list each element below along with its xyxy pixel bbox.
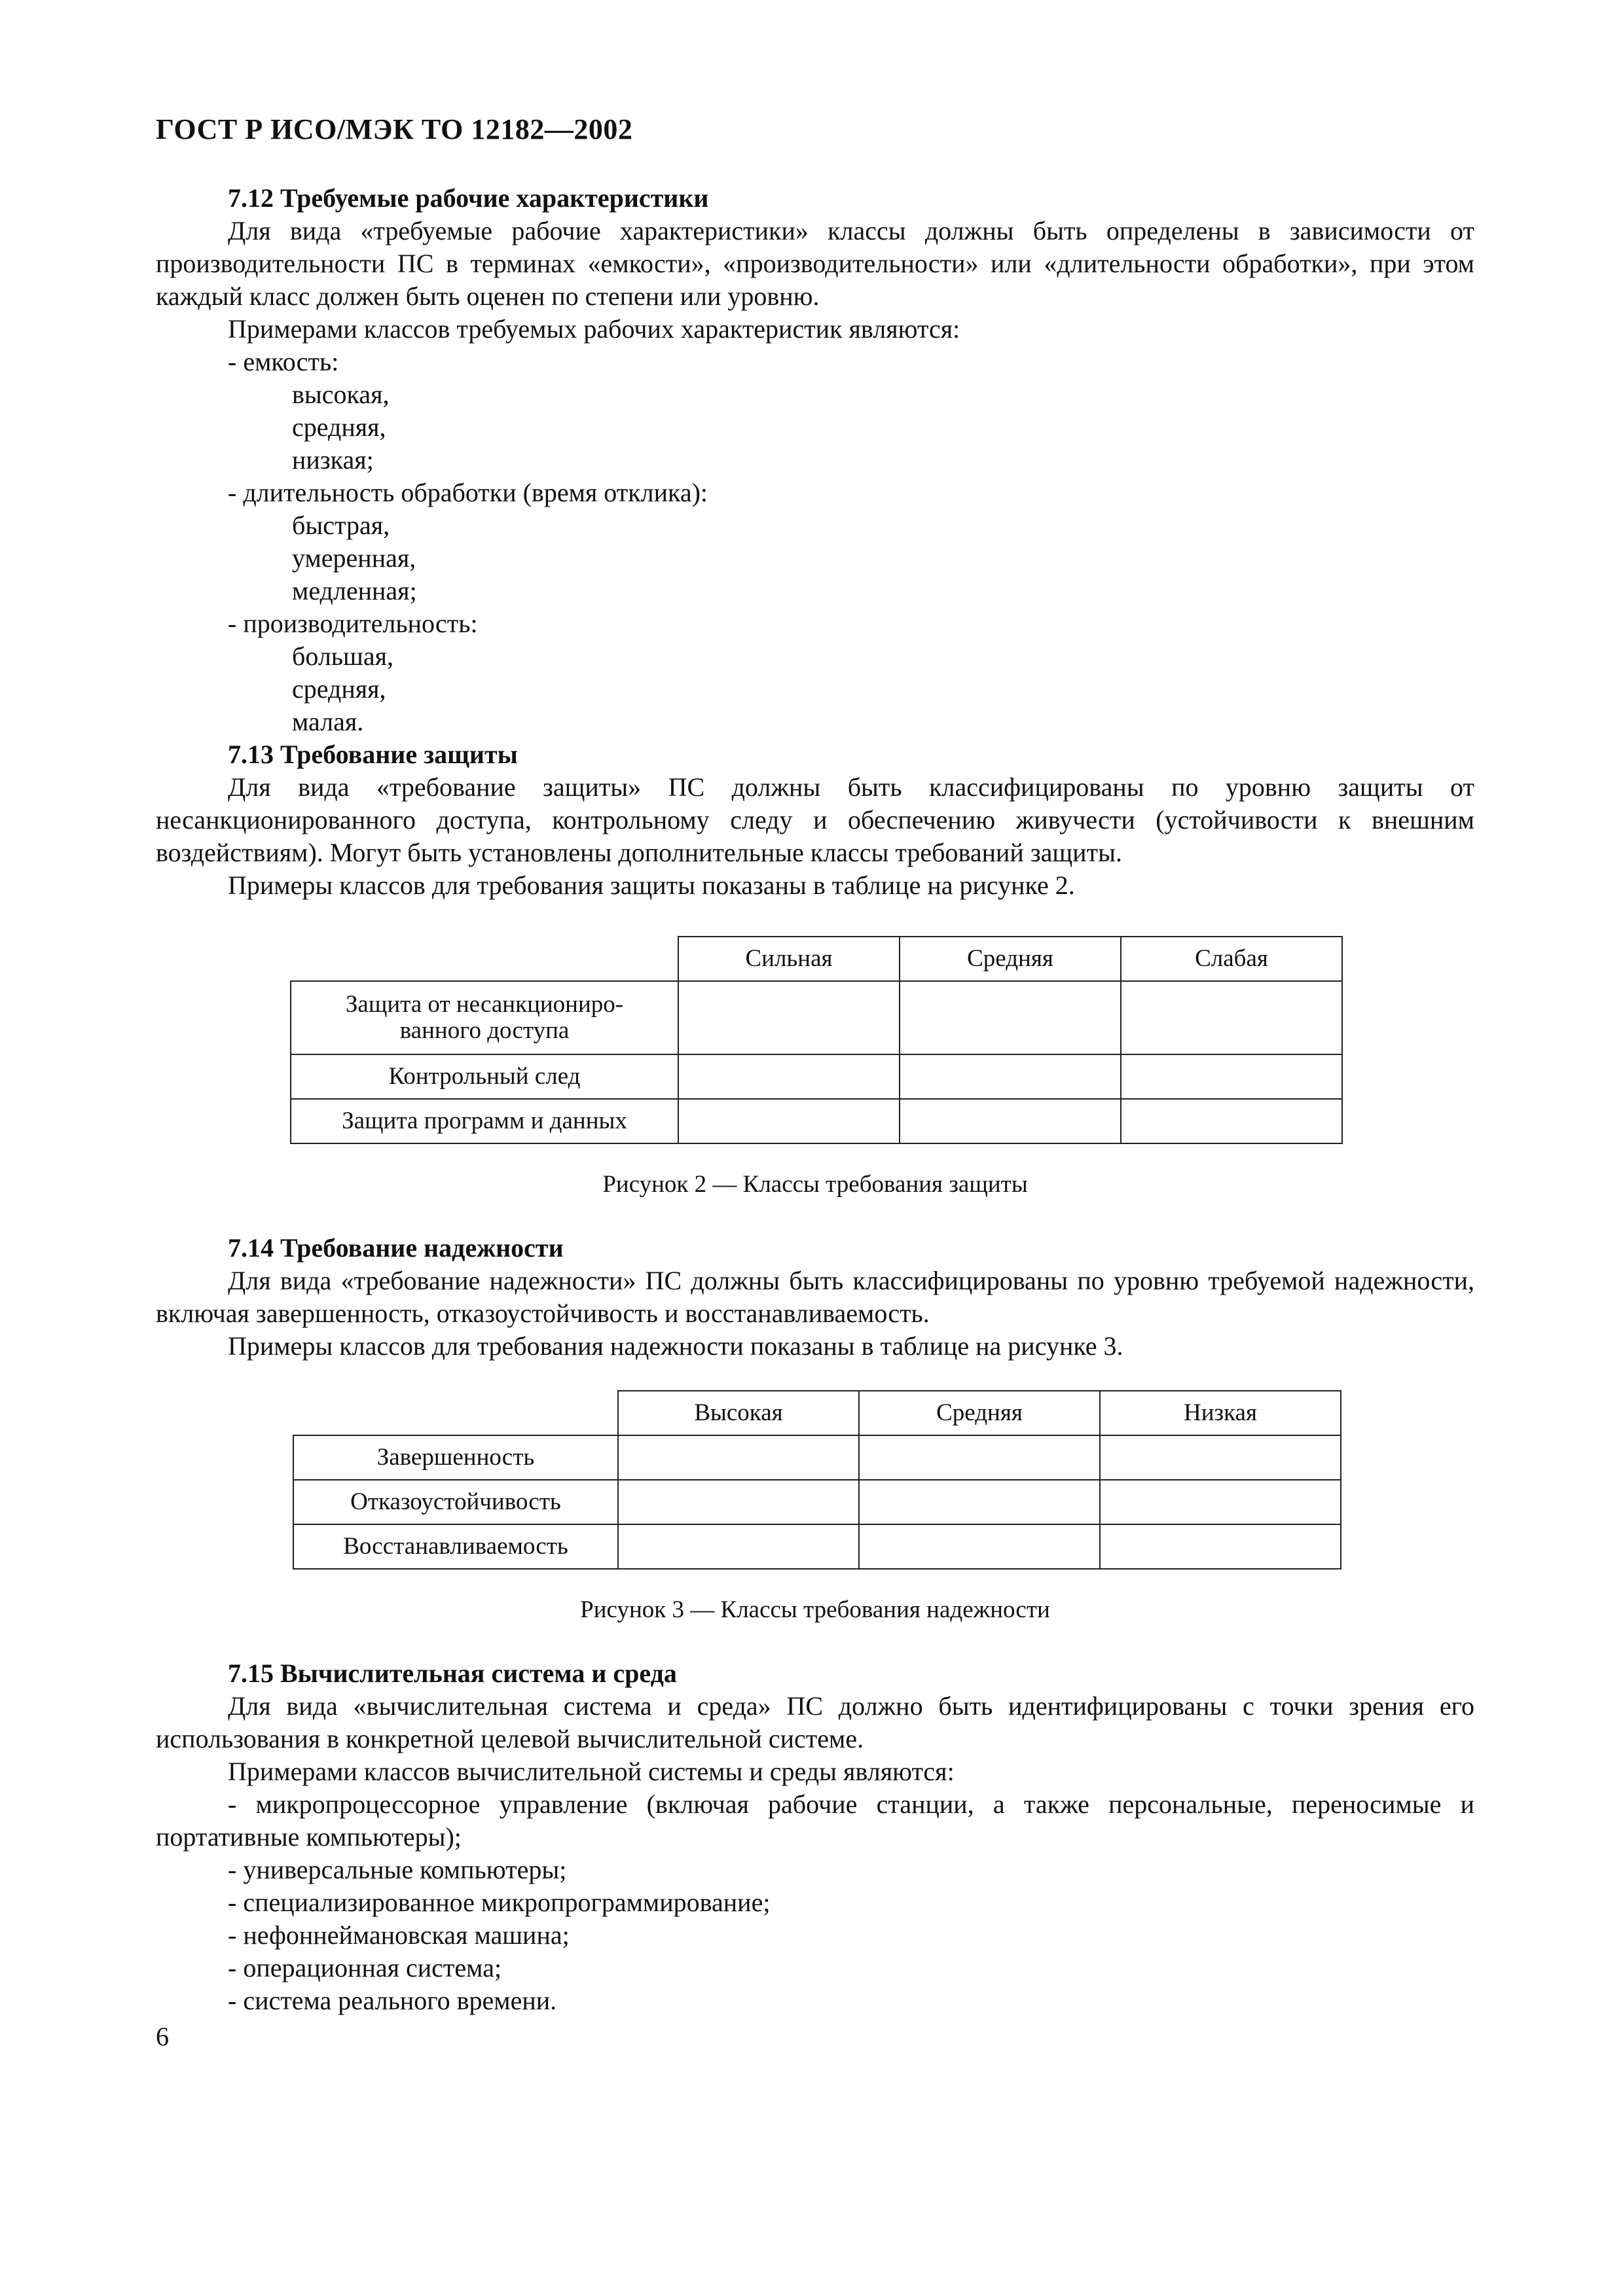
section-heading: 7.15 Вычислительная система и среда bbox=[228, 1659, 677, 1688]
reliability-classes-table bbox=[293, 1390, 1341, 1570]
column-header: Слабая bbox=[1121, 937, 1342, 981]
list-subitem: низкая; bbox=[292, 445, 374, 475]
table-cell bbox=[1121, 1054, 1342, 1099]
list-item: - универсальные компьютеры; bbox=[228, 1855, 567, 1884]
figure-2 bbox=[156, 936, 1474, 1199]
list-item: - система реального времени. bbox=[228, 1986, 557, 2015]
table-cell bbox=[859, 1524, 1100, 1569]
list-item: - нефоннеймановская машина; bbox=[228, 1920, 570, 1950]
section-7-12 bbox=[156, 182, 1474, 738]
column-header: Низкая bbox=[1100, 1391, 1341, 1435]
list-subitem: умеренная, bbox=[292, 543, 416, 573]
section-7-13 bbox=[156, 738, 1474, 1199]
list-group bbox=[156, 607, 1474, 738]
row-header: Завершенность bbox=[293, 1435, 618, 1480]
row-header: Контрольный след bbox=[291, 1054, 678, 1099]
table-cell bbox=[1100, 1480, 1341, 1524]
table-cell bbox=[1100, 1435, 1341, 1480]
table-cell bbox=[618, 1480, 859, 1524]
paragraph: Примеры классов для требования защиты показаны в таблице на рисунке 2. bbox=[228, 870, 1075, 900]
list-item: - специализированное микропрограммирование; bbox=[228, 1888, 771, 1917]
table-corner bbox=[291, 937, 678, 981]
section-7-14 bbox=[156, 1232, 1474, 1624]
figure-3 bbox=[156, 1390, 1474, 1624]
table-cell bbox=[678, 981, 900, 1054]
row-header: Отказоустойчивость bbox=[293, 1480, 618, 1524]
column-header: Сильная bbox=[678, 937, 900, 981]
section-7-15 bbox=[156, 1657, 1474, 2017]
list-item: - емкость: bbox=[228, 347, 339, 376]
table-cell bbox=[859, 1480, 1100, 1524]
list-subitem: малая. bbox=[292, 707, 364, 736]
table-cell bbox=[618, 1524, 859, 1569]
figure-caption: Рисунок 2 — Классы требования защиты bbox=[602, 1171, 1028, 1198]
figure-caption: Рисунок 3 — Классы требования надежности bbox=[580, 1596, 1050, 1623]
paragraph: Для вида «требование защиты» ПС должны быть классифицированы по уровню защиты от несанкционированного доступа, контрольному следу и обеспечению живучести (устойчивости к внешним воздействиям). Могут быть установлены дополнительные классы требований защиты. bbox=[156, 772, 1474, 867]
document-page bbox=[156, 110, 1474, 2017]
paragraph: Для вида «требование надежности» ПС должны быть классифицированы по уровню требуемой надежности, включая завершенность, отказоустойчивость и восстанавливаемость. bbox=[156, 1266, 1474, 1328]
table-cell bbox=[900, 981, 1121, 1054]
list-group bbox=[156, 346, 1474, 476]
column-header: Высокая bbox=[618, 1391, 859, 1435]
list-item: - операционная система; bbox=[228, 1953, 502, 1982]
table-cell bbox=[859, 1435, 1100, 1480]
list-group bbox=[156, 476, 1474, 607]
table-cell bbox=[900, 1054, 1121, 1099]
row-header: Восстанавливаемость bbox=[293, 1524, 618, 1569]
section-heading: 7.13 Требование защиты bbox=[228, 740, 518, 769]
section-heading: 7.12 Требуемые рабочие характеристики bbox=[228, 183, 709, 213]
table-cell bbox=[678, 1099, 900, 1143]
list-subitem: высокая, bbox=[292, 380, 390, 409]
paragraph: Примерами классов требуемых рабочих характеристик являются: bbox=[228, 314, 960, 344]
protection-classes-table bbox=[290, 936, 1343, 1144]
table-cell bbox=[618, 1435, 859, 1480]
list-item: - длительность обработки (время отклика): bbox=[228, 478, 708, 507]
table-cell bbox=[1100, 1524, 1341, 1569]
table-cell bbox=[678, 1054, 900, 1099]
list-subitem: медленная; bbox=[292, 576, 417, 605]
table-corner bbox=[293, 1391, 618, 1435]
column-header: Средняя bbox=[900, 937, 1121, 981]
paragraph: Примеры классов для требования надежности показаны в таблице на рисунке 3. bbox=[228, 1331, 1123, 1361]
list-item: - производительность: bbox=[228, 609, 478, 638]
page-number: 6 bbox=[156, 2022, 169, 2051]
list-subitem: средняя, bbox=[292, 674, 386, 704]
row-header: Защита программ и данных bbox=[291, 1099, 678, 1143]
paragraph: Для вида «вычислительная система и среда» ПС должно быть идентифицированы с точки зрения его использования в конкретной целевой вычислительной системе. bbox=[156, 1691, 1474, 1753]
table-cell bbox=[900, 1099, 1121, 1143]
paragraph: Примерами классов вычислительной системы и среды являются: bbox=[228, 1757, 955, 1786]
section-heading: 7.14 Требование надежности bbox=[228, 1233, 564, 1263]
list-item: - микропроцессорное управление (включая рабочие станции, а также персональные, переносимые и портативные компьютеры); bbox=[156, 1789, 1474, 1852]
table-cell bbox=[1121, 1099, 1342, 1143]
list-subitem: средняя, bbox=[292, 412, 386, 442]
paragraph: Для вида «требуемые рабочие характеристики» классы должны быть определены в зависимости от производительности ПС в терминах «емкости», «производительности» или «длительности обработки», при этом каждый класс должен быть оценен по степени или уровню. bbox=[156, 216, 1474, 311]
list-subitem: быстрая, bbox=[292, 511, 390, 540]
column-header: Средняя bbox=[859, 1391, 1100, 1435]
standard-header: ГОСТ Р ИСО/МЭК ТО 12182—2002 bbox=[156, 113, 633, 145]
list-subitem: большая, bbox=[292, 641, 393, 671]
row-header: Защита от несанкциониро- ванного доступа bbox=[291, 981, 678, 1054]
table-cell bbox=[1121, 981, 1342, 1054]
